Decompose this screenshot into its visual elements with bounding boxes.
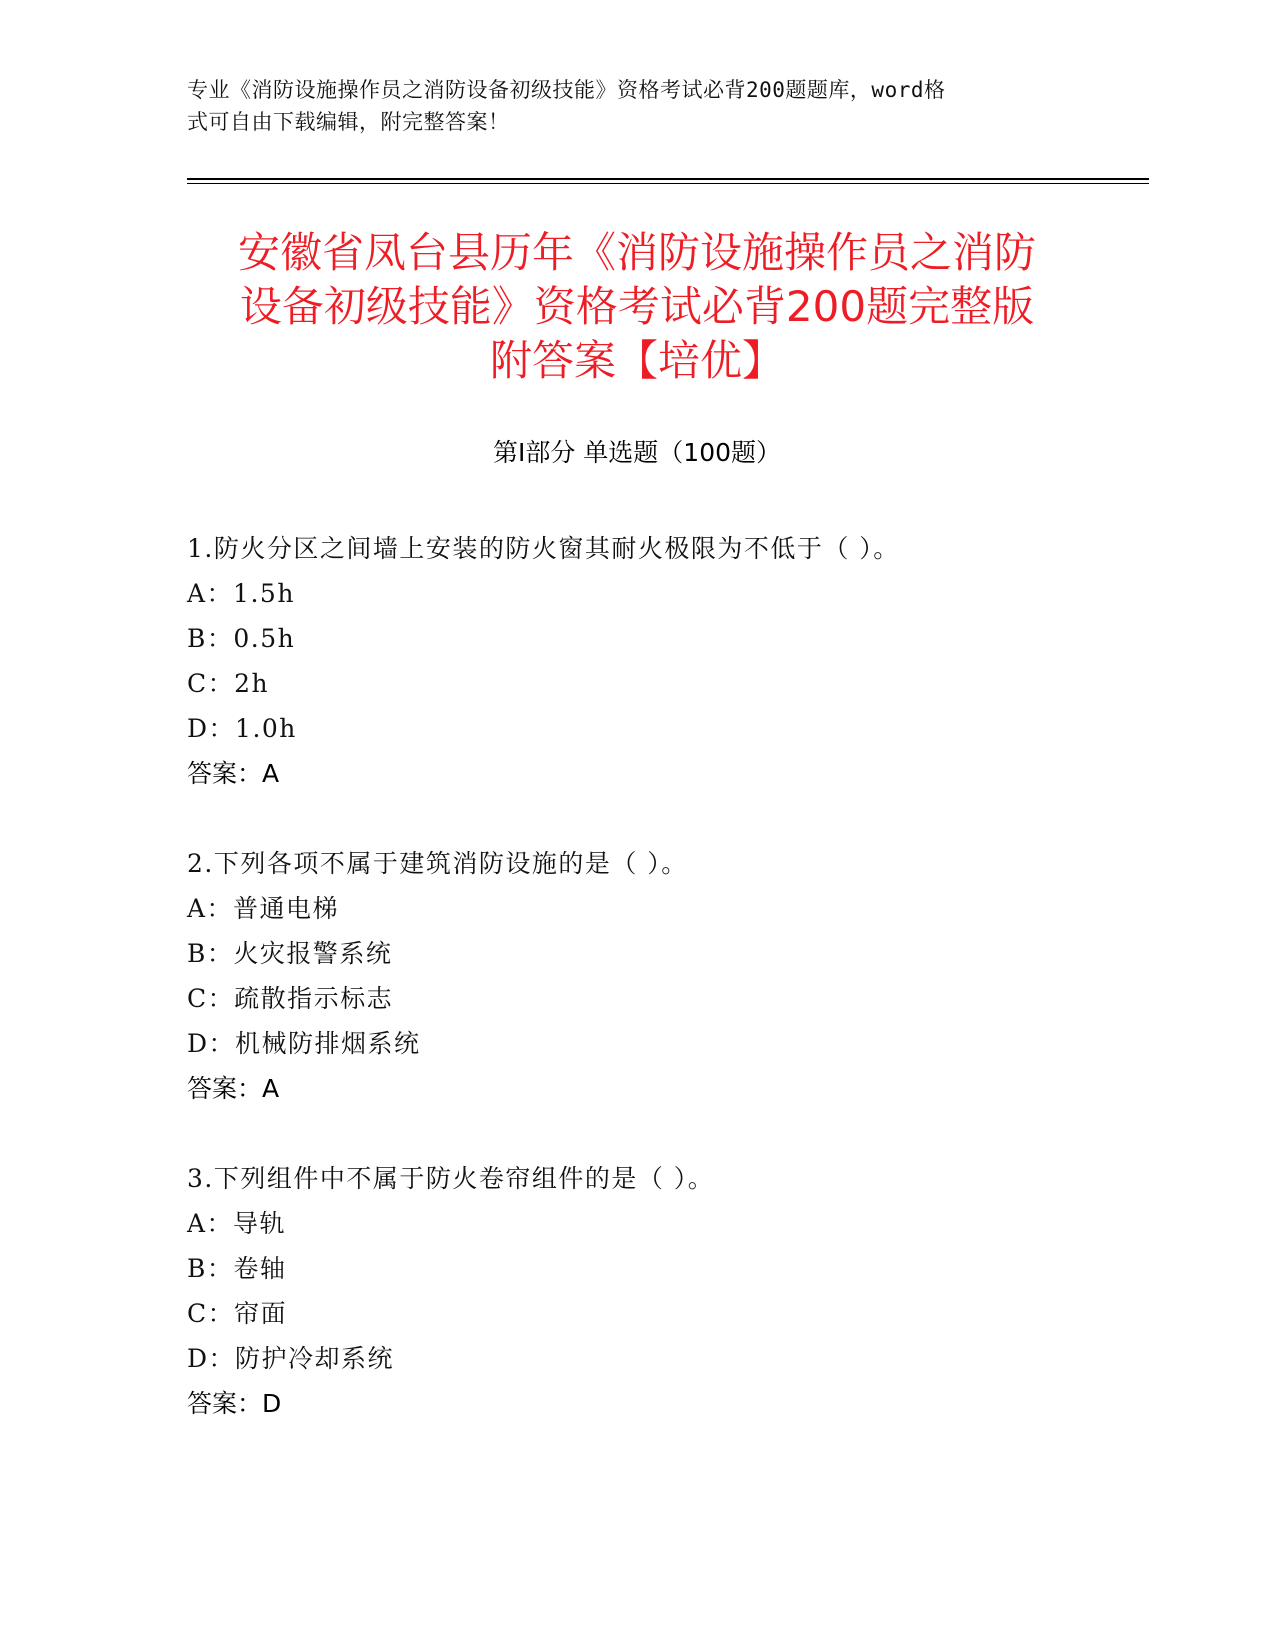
header-divider-thin — [187, 183, 1149, 184]
option-b: B：0.5h — [187, 624, 296, 653]
option-a: A：普通电梯 — [187, 894, 340, 923]
question-item — [187, 1156, 1147, 1426]
option-c: C：疏散指示标志 — [187, 984, 394, 1013]
answer-line: 答案：A — [187, 759, 280, 788]
option-d: D：1.0h — [187, 714, 297, 743]
option-d: D：防护冷却系统 — [187, 1344, 395, 1373]
question-stem: 2.下列各项不属于建筑消防设施的是（ ）。 — [187, 849, 688, 878]
title-line: 设备初级技能》资格考试必背200题完整版 — [239, 282, 1035, 331]
document-title — [187, 226, 1087, 388]
question-stem: 1.防火分区之间墙上安装的防火窗其耐火极限为不低于（ ）。 — [187, 534, 900, 563]
option-c: C：2h — [187, 669, 270, 698]
option-d: D：机械防排烟系统 — [187, 1029, 421, 1058]
title-line: 安徽省凤台县历年《消防设施操作员之消防 — [237, 228, 1036, 277]
option-c: C：帘面 — [187, 1299, 288, 1328]
option-a: A：1.5h — [187, 579, 295, 608]
option-a: A：导轨 — [187, 1209, 287, 1238]
option-b: B：火灾报警系统 — [187, 939, 393, 968]
question-item — [187, 841, 1147, 1111]
answer-line: 答案：A — [187, 1074, 280, 1103]
section-heading: 第Ⅰ部分 单选题（100题） — [492, 438, 782, 467]
question-stem: 3.下列组件中不属于防火卷帘组件的是（ ）。 — [187, 1164, 715, 1193]
option-b: B：卷轴 — [187, 1254, 287, 1283]
header-divider-thick — [187, 178, 1149, 180]
header-note-line: 式可自由下载编辑，附完整答案！ — [187, 110, 510, 134]
header-note — [187, 74, 1067, 138]
header-note-line: 专业《消防设施操作员之消防设备初级技能》资格考试必背200题题库，word格 — [187, 78, 946, 102]
question-item — [187, 526, 1147, 796]
answer-line: 答案：D — [187, 1389, 282, 1418]
question-list — [187, 526, 1147, 1471]
title-line: 附答案【培优】 — [489, 336, 784, 385]
